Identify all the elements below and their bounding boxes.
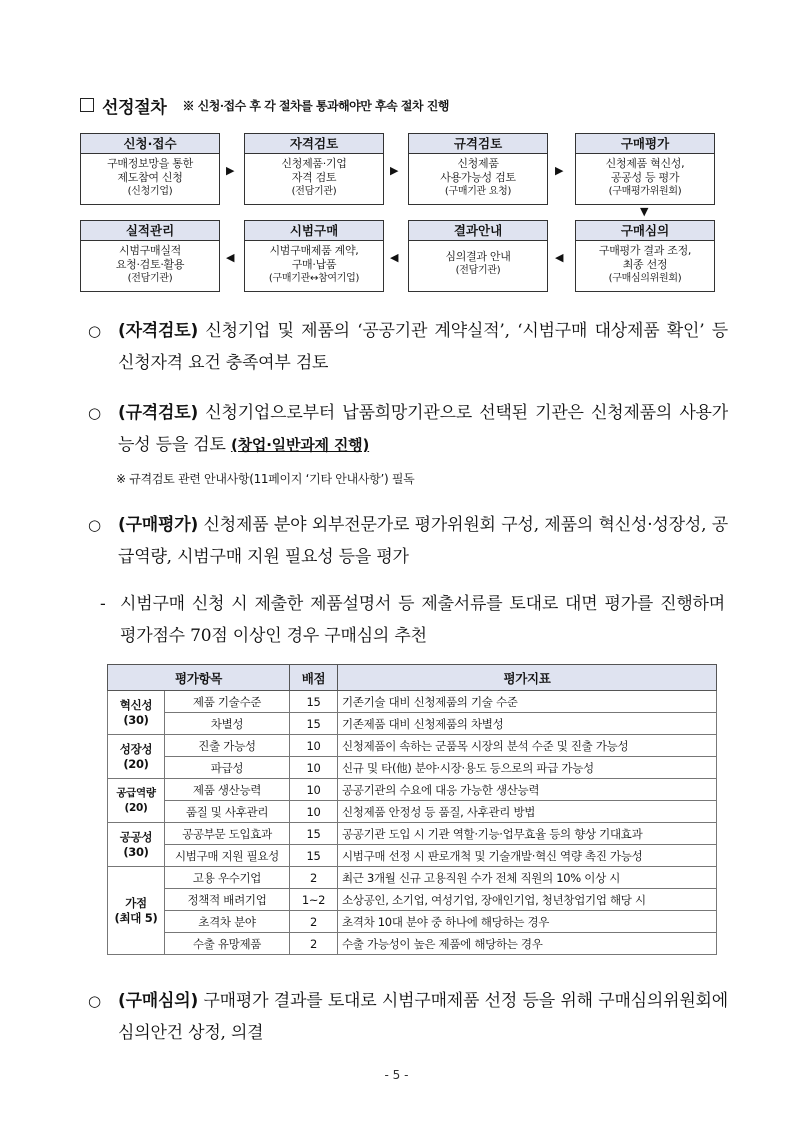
spec-review-notice: ※ 규격검토 관련 안내사항(11페이지 ‘기타 안내사항’) 필독 (116, 472, 415, 486)
table-row (108, 933, 717, 955)
indicator-cell: 수출 가능성이 높은 제품에 해당하는 경우 (338, 933, 717, 955)
table-row (108, 845, 717, 867)
flow-step-line: 신청제품 (457, 157, 499, 170)
flow-step-title: 자격검토 (245, 134, 383, 154)
score-cell: 10 (290, 757, 338, 779)
table-row (108, 911, 717, 933)
bullet-lead: (자격검토) (118, 321, 199, 341)
bullet-lead: (규격검토) (118, 403, 199, 423)
flow-step-performance (80, 220, 220, 292)
circle-bullet-icon: ○ (88, 322, 101, 340)
flow-step-line: 시범구매제품 계약, (269, 244, 359, 257)
dash-bullet-icon: - (100, 594, 106, 614)
score-cell: 15 (290, 845, 338, 867)
flow-step-qualification (244, 133, 384, 205)
score-cell: 15 (290, 823, 338, 845)
table-header-row (108, 665, 717, 691)
flow-step-title: 규격검토 (409, 134, 547, 154)
indicator-cell: 신규 및 타(他) 분야·시장·용도 등으로의 파급 가능성 (338, 757, 717, 779)
flow-step-owner: (전담기관) (291, 186, 337, 197)
indicator-cell: 시범구매 선정 시 판로개척 및 기술개발·혁신 역량 촉진 가능성 (338, 845, 717, 867)
bullet-purchase-review (88, 985, 728, 1049)
table-header: 평가지표 (338, 665, 717, 691)
category-cell: 가점 (최대 5) (108, 867, 165, 955)
arrow-left-icon: ◀ (226, 251, 235, 264)
score-cell: 2 (290, 867, 338, 889)
flow-step-line: 신청제품·기업 (281, 157, 347, 170)
bullet-purchase-eval (88, 509, 728, 573)
flow-step-owner: (구매기관 요청) (444, 186, 512, 197)
item-cell: 제품 생산능력 (165, 779, 290, 801)
bullet-qualification (88, 315, 728, 379)
bullet-text: 신청기업 및 제품의 ‘공공기관 계약실적’, ‘시범구매 대상제품 확인’ 등 신청자격 요건 충족여부 검토 (118, 321, 728, 373)
table-row (108, 889, 717, 911)
indicator-cell: 기존제품 대비 신청제품의 차별성 (338, 713, 717, 735)
bullet-text: 신청제품 분야 외부전문가로 평가위원회 구성, 제품의 혁신성·성장성, 공급역량, 시범구매 지원 필요성 등을 평가 (118, 515, 728, 567)
flow-step-line: 자격 검토 (291, 171, 337, 184)
flow-step-purchase-eval (575, 133, 715, 205)
category-cell: 혁신성 (30) (108, 691, 165, 735)
table-row (108, 867, 717, 889)
flow-step-owner: (전담기관) (127, 273, 173, 284)
flow-step-title: 실적관리 (81, 221, 219, 241)
flow-step-title: 신청·접수 (81, 134, 219, 154)
flow-step-owner: (신청기업) (127, 186, 173, 197)
flow-step-line: 사용가능성 검토 (440, 171, 516, 184)
bullet-lead: (구매심의) (118, 991, 199, 1011)
flow-step-owner: (구매심의위원회) (608, 273, 682, 284)
flow-step-line: 제도참여 신청 (117, 171, 183, 184)
table-row (108, 713, 717, 735)
table-row (108, 757, 717, 779)
score-cell: 15 (290, 713, 338, 735)
flow-step-title: 결과안내 (409, 221, 547, 241)
item-cell: 수출 유망제품 (165, 933, 290, 955)
evaluation-table (107, 664, 717, 955)
flow-step-title: 구매심의 (576, 221, 714, 241)
score-cell: 15 (290, 691, 338, 713)
score-cell: 10 (290, 801, 338, 823)
item-cell: 차별성 (165, 713, 290, 735)
score-cell: 1~2 (290, 889, 338, 911)
category-cell: 공급역량 (20) (108, 779, 165, 823)
sub-bullet-text: 시범구매 신청 시 제출한 제품설명서 등 제출서류를 토대로 대면 평가를 진행하며 평가점수 70점 이상인 경우 구매심의 추천 (120, 594, 725, 646)
table-header: 평가항목 (108, 665, 290, 691)
procedure-flow (0, 0, 793, 300)
flow-step-title: 시범구매 (245, 221, 383, 241)
bullet-text: 신청기업으로부터 납품희망기관으로 선택된 기관은 신청제품의 사용가능성 등을 검토 (118, 403, 728, 455)
indicator-cell: 최근 3개월 신규 고용직원 수가 전체 직원의 10% 이상 시 (338, 867, 717, 889)
flow-step-trial-purchase (244, 220, 384, 292)
flow-step-line: 신청제품 혁신성, (605, 157, 685, 170)
item-cell: 초격차 분야 (165, 911, 290, 933)
indicator-cell: 공공기관 도입 시 기관 역할·기능·업무효율 등의 향상 기대효과 (338, 823, 717, 845)
item-cell: 진출 가능성 (165, 735, 290, 757)
item-cell: 시범구매 지원 필요성 (165, 845, 290, 867)
flow-step-line: 구매평가 결과 조정, (598, 244, 692, 257)
score-cell: 10 (290, 735, 338, 757)
flow-step-line: 최종 선정 (622, 258, 668, 271)
flow-step-apply (80, 133, 220, 205)
sub-bullet-eval-method (100, 588, 725, 652)
flow-step-line: 시범구매실적 (119, 244, 181, 257)
flow-step-spec-review (408, 133, 548, 205)
indicator-cell: 신청제품 안정성 등 품질, 사후관리 방법 (338, 801, 717, 823)
score-cell: 2 (290, 933, 338, 955)
page-number: - 5 - (384, 1068, 409, 1082)
indicator-cell: 소상공인, 소기업, 여성기업, 장애인기업, 청년창업기업 해당 시 (338, 889, 717, 911)
flow-step-line: 심의결과 안내 (445, 250, 511, 263)
circle-bullet-icon: ○ (88, 404, 101, 422)
indicator-cell: 기존기술 대비 신청제품의 기술 수준 (338, 691, 717, 713)
circle-bullet-icon: ○ (88, 992, 101, 1010)
indicator-cell: 신청제품이 속하는 군품목 시장의 분석 수준 및 진출 가능성 (338, 735, 717, 757)
score-cell: 10 (290, 779, 338, 801)
table-row (108, 823, 717, 845)
section-heading: 선정절차 (102, 97, 167, 118)
category-cell: 성장성 (20) (108, 735, 165, 779)
flow-step-line: 구매정보망을 통한 (107, 157, 193, 170)
item-cell: 품질 및 사후관리 (165, 801, 290, 823)
score-cell: 2 (290, 911, 338, 933)
flow-step-purchase-review (575, 220, 715, 292)
arrow-left-icon: ◀ (555, 251, 564, 264)
flow-step-line: 요청·검토·활용 (115, 258, 185, 271)
bullet-underlined-note: (창업·일반과제 진행) (230, 436, 370, 454)
bullet-text: 구매평가 결과를 토대로 시범구매제품 선정 등을 위해 구매심의위원회에 심의안건 상정, 의결 (118, 991, 728, 1043)
bullet-lead: (구매평가) (118, 515, 199, 535)
circle-bullet-icon: ○ (88, 516, 101, 534)
item-cell: 파급성 (165, 757, 290, 779)
table-row (108, 779, 717, 801)
item-cell: 정책적 배려기업 (165, 889, 290, 911)
flow-step-line: 공공성 등 평가 (610, 171, 680, 184)
table-row (108, 735, 717, 757)
arrow-right-icon: ▶ (555, 164, 564, 177)
indicator-cell: 공공기관의 수요에 대응 가능한 생산능력 (338, 779, 717, 801)
flow-step-owner: (구매평가위원회) (608, 186, 682, 197)
arrow-down-icon: ▼ (640, 205, 649, 218)
flow-step-line: 구매·납품 (291, 258, 337, 271)
bullet-spec-review (88, 397, 728, 461)
flow-step-owner: (전담기관) (455, 265, 501, 276)
table-row (108, 691, 717, 713)
table-header: 배점 (290, 665, 338, 691)
flow-step-owner: (구매기관↔참여기업) (268, 273, 360, 284)
flow-step-result-notice (408, 220, 548, 292)
item-cell: 고용 우수기업 (165, 867, 290, 889)
arrow-left-icon: ◀ (390, 251, 399, 264)
item-cell: 제품 기술수준 (165, 691, 290, 713)
table-row (108, 801, 717, 823)
section-note: ※ 신청·접수 후 각 절차를 통과해야만 후속 절차 진행 (182, 98, 449, 113)
arrow-right-icon: ▶ (390, 164, 399, 177)
item-cell: 공공부문 도입효과 (165, 823, 290, 845)
indicator-cell: 초격차 10대 분야 중 하나에 해당하는 경우 (338, 911, 717, 933)
arrow-right-icon: ▶ (226, 164, 235, 177)
category-cell: 공공성 (30) (108, 823, 165, 867)
flow-step-title: 구매평가 (576, 134, 714, 154)
